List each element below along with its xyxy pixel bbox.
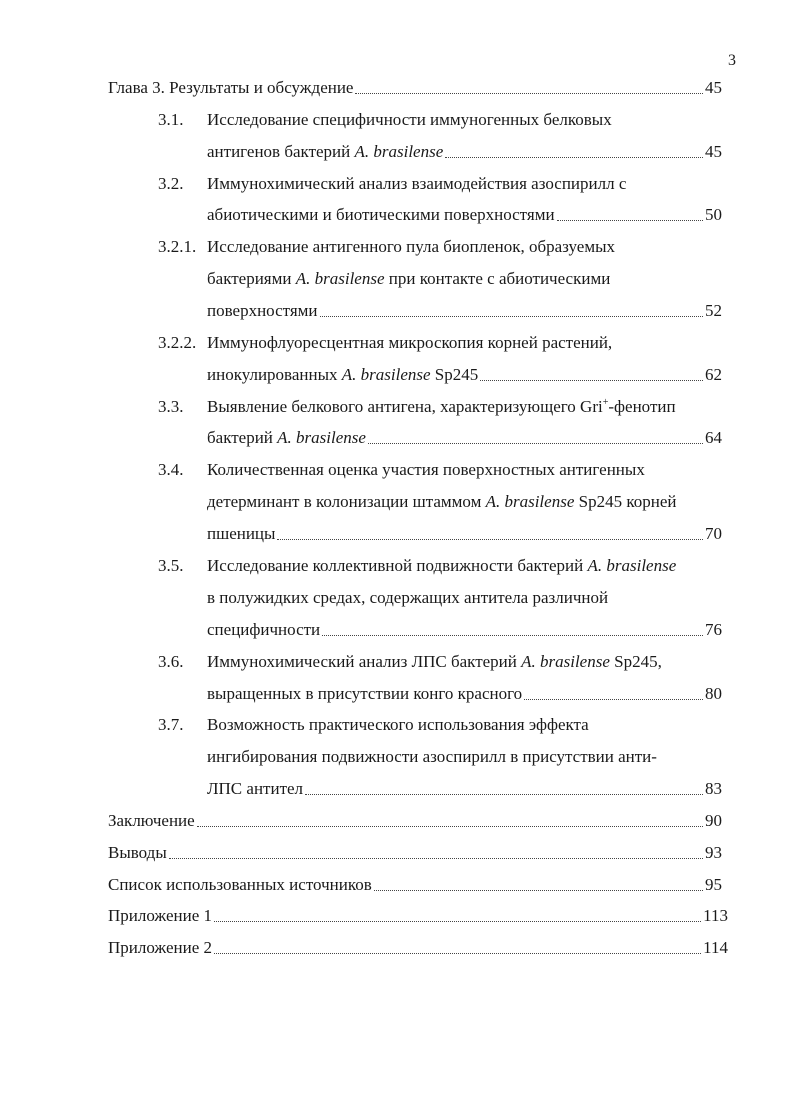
section-title-line: инокулированных A. brasilense Sp245 bbox=[207, 365, 479, 384]
page-ref: 80 bbox=[705, 684, 722, 703]
section-title-line: ЛПС антител bbox=[207, 779, 304, 798]
entry-title: Выводы bbox=[108, 843, 167, 862]
entry-title: Список использованных источников bbox=[108, 875, 372, 894]
toc-section-3-2[interactable] bbox=[207, 205, 722, 225]
page-ref: 76 bbox=[705, 620, 722, 639]
entry-title: Приложение 1 bbox=[108, 906, 212, 925]
toc-section-3-2-1[interactable] bbox=[207, 301, 722, 321]
section-number: 3.4. bbox=[158, 460, 184, 479]
toc-conclusion[interactable] bbox=[108, 811, 722, 831]
section-number: 3.3. bbox=[158, 397, 184, 416]
dot-leader bbox=[169, 858, 703, 859]
toc-section-3-4[interactable] bbox=[207, 524, 722, 544]
section-number: 3.7. bbox=[158, 715, 184, 734]
toc-findings[interactable] bbox=[108, 843, 722, 863]
section-number: 3.2.1. bbox=[158, 237, 197, 256]
dot-leader bbox=[557, 220, 703, 221]
section-title-line: выращенных в присутствии конго красного bbox=[207, 684, 523, 703]
toc-section-3-1[interactable] bbox=[207, 142, 722, 162]
section-title-line: Возможность практического использования эффекта bbox=[207, 715, 589, 734]
section-title-line: детерминант в колонизации штаммом A. brasilense Sp245 корней bbox=[207, 492, 677, 511]
toc-appendix-2[interactable] bbox=[108, 938, 728, 958]
dot-leader bbox=[277, 539, 703, 540]
toc-section-3-6[interactable] bbox=[207, 684, 722, 704]
toc-appendix-1[interactable] bbox=[108, 906, 728, 926]
section-title-line: специфичности bbox=[207, 620, 321, 639]
page-ref: 45 bbox=[705, 78, 722, 97]
page-ref: 90 bbox=[705, 811, 722, 830]
toc-section-3-7[interactable] bbox=[207, 779, 722, 799]
dot-leader bbox=[355, 93, 703, 94]
page-ref: 64 bbox=[705, 428, 722, 447]
dot-leader bbox=[445, 157, 703, 158]
dot-leader bbox=[524, 699, 703, 700]
section-number: 3.2.2. bbox=[158, 333, 197, 352]
page-ref: 45 bbox=[705, 142, 722, 161]
section-title-line: Иммунохимический анализ взаимодействия азоспирилл с bbox=[207, 174, 627, 193]
section-number: 3.6. bbox=[158, 652, 184, 671]
dot-leader bbox=[322, 635, 703, 636]
section-title-line: Исследование антигенного пула биопленок, образуемых bbox=[207, 237, 616, 256]
dot-leader bbox=[197, 826, 703, 827]
section-title-line: Иммунофлуоресцентная микроскопия корней растений, bbox=[207, 333, 613, 352]
chapter-title: Глава 3. Результаты и обсуждение bbox=[108, 78, 354, 97]
toc-section-3-3[interactable] bbox=[207, 428, 722, 448]
section-title-line: Выявление белкового антигена, характеризующего Gri+-фенотип bbox=[207, 397, 676, 416]
section-title-line: ингибирования подвижности азоспирилл в присутствии анти- bbox=[207, 747, 657, 766]
section-title-line: бактерий A. brasilense bbox=[207, 428, 366, 447]
section-number: 3.5. bbox=[158, 556, 184, 575]
section-title-line: Исследование коллективной подвижности бактерий A. brasilense bbox=[207, 556, 677, 575]
section-title-line: антигенов бактерий A. brasilense bbox=[207, 142, 444, 161]
section-title-line: пшеницы bbox=[207, 524, 276, 543]
page-ref: 95 bbox=[705, 875, 722, 894]
section-number: 3.2. bbox=[158, 174, 184, 193]
dot-leader bbox=[214, 953, 701, 954]
page-ref: 50 bbox=[705, 205, 722, 224]
section-number: 3.1. bbox=[158, 110, 184, 129]
section-title-line: Исследование специфичности иммуногенных белковых bbox=[207, 110, 612, 129]
toc-section-3-5[interactable] bbox=[207, 620, 722, 640]
dot-leader bbox=[305, 794, 703, 795]
page-ref: 93 bbox=[705, 843, 722, 862]
dot-leader bbox=[320, 316, 703, 317]
entry-title: Заключение bbox=[108, 811, 195, 830]
page-ref: 83 bbox=[705, 779, 722, 798]
toc-references[interactable] bbox=[108, 875, 722, 895]
page-ref: 52 bbox=[705, 301, 722, 320]
entry-title: Приложение 2 bbox=[108, 938, 212, 957]
page-ref: 114 bbox=[703, 938, 728, 957]
section-title-line: Иммунохимический анализ ЛПС бактерий A. brasilense Sp245, bbox=[207, 652, 662, 671]
section-title-line: бактериями A. brasilense при контакте с абиотическими bbox=[207, 269, 611, 288]
dot-leader bbox=[374, 890, 703, 891]
section-title-line: Количественная оценка участия поверхностных антигенных bbox=[207, 460, 645, 479]
page-number: 3 bbox=[728, 52, 736, 69]
section-title-line: в полужидких средах, содержащих антитела различной bbox=[207, 588, 609, 607]
page-ref: 62 bbox=[705, 365, 722, 384]
section-title-line: поверхностями bbox=[207, 301, 318, 320]
page-ref: 113 bbox=[703, 906, 728, 925]
toc-section-3-2-2[interactable] bbox=[207, 365, 722, 385]
dot-leader bbox=[214, 921, 701, 922]
dot-leader bbox=[480, 380, 703, 381]
page-ref: 70 bbox=[705, 524, 722, 543]
section-title-line: абиотическими и биотическими поверхностями bbox=[207, 205, 555, 224]
dot-leader bbox=[368, 443, 703, 444]
toc-chapter-3[interactable] bbox=[108, 78, 722, 98]
